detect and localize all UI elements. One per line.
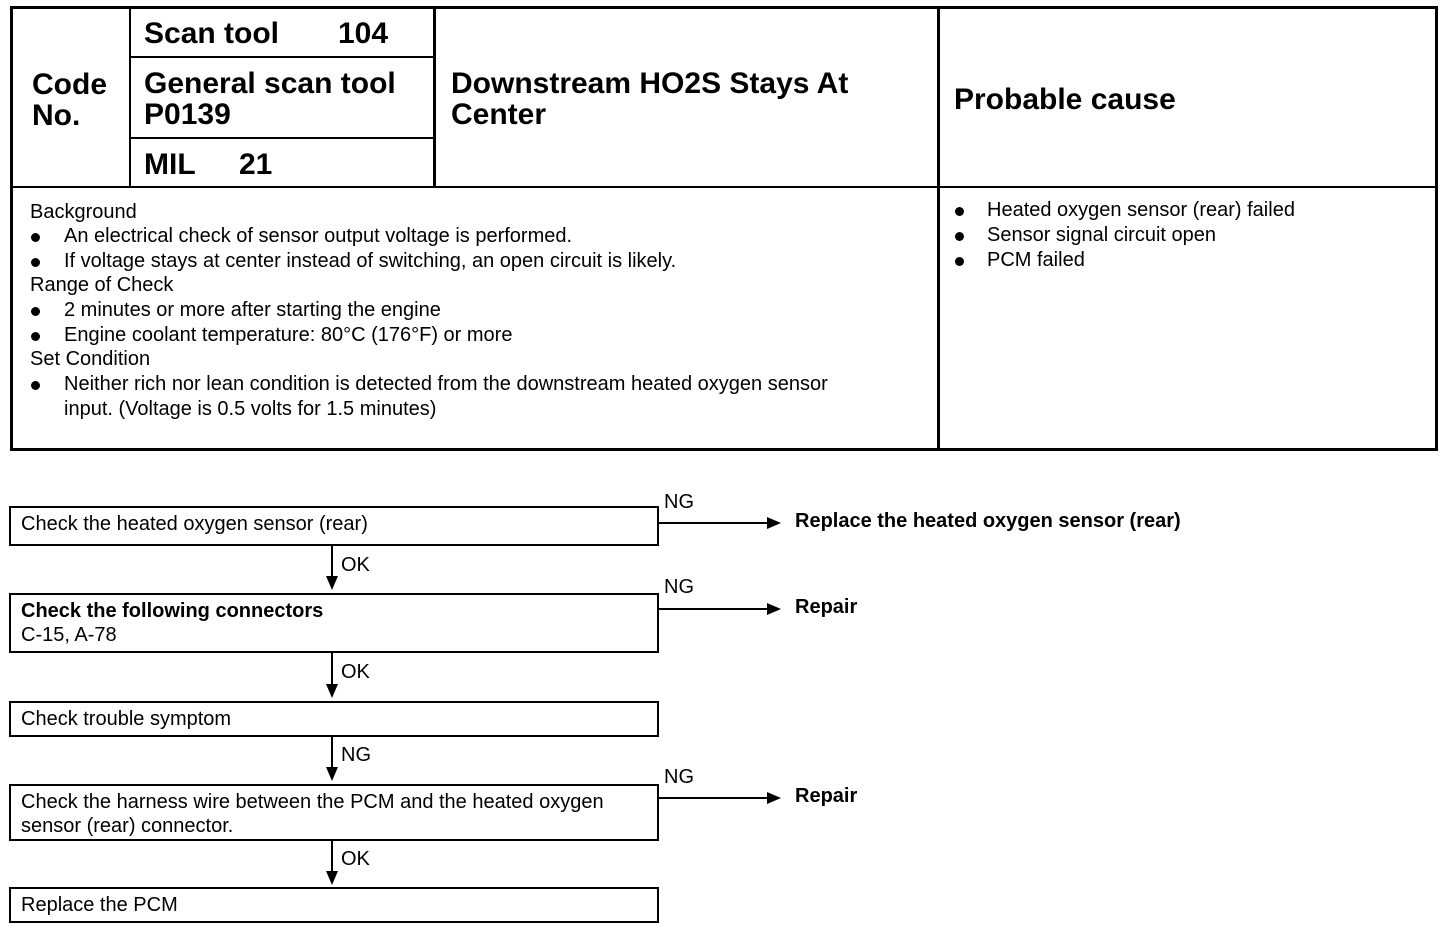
scan-tool-label: Scan tool	[144, 17, 280, 50]
divider	[129, 137, 435, 139]
flow-step-label: sensor (rear) connector.	[21, 815, 234, 837]
divider	[937, 9, 940, 448]
scan-tool-code: 104	[338, 17, 389, 50]
background-item: An electrical check of sensor output voltage is performed.	[64, 225, 573, 247]
ok-arrow	[331, 546, 333, 586]
flow-step-check-sensor	[9, 506, 659, 546]
ok-arrow	[331, 841, 333, 881]
ok-arrow	[331, 653, 333, 694]
mil-code: 21	[239, 148, 273, 181]
dtc-header-table	[10, 6, 1438, 451]
bullet-icon	[955, 207, 964, 216]
range-item: Engine coolant temperature: 80°C (176°F) or more	[64, 324, 513, 346]
ok-label: OK	[341, 848, 370, 870]
flow-step-check-harness	[9, 784, 659, 841]
code-label-line1: Code	[32, 68, 107, 101]
range-heading: Range of Check	[30, 274, 174, 296]
ng-arrow	[659, 797, 777, 799]
set-heading: Set Condition	[30, 348, 151, 370]
ng-arrow	[659, 608, 777, 610]
bullet-icon	[31, 332, 40, 341]
background-heading: Background	[30, 201, 137, 223]
flow-step-label: Check trouble symptom	[21, 708, 232, 730]
flow-result-repair: Repair	[795, 785, 858, 807]
bullet-icon	[31, 307, 40, 316]
general-scan-tool-code: P0139	[144, 98, 231, 131]
flow-step-check-symptom	[9, 701, 659, 737]
code-label-line2: No.	[32, 99, 81, 132]
ok-label: OK	[341, 554, 370, 576]
bullet-icon	[955, 232, 964, 241]
bullet-icon	[31, 233, 40, 242]
code-no-label	[32, 69, 107, 131]
flow-step-sublabel: C-15, A-78	[21, 624, 117, 646]
flow-step-label: Replace the PCM	[21, 894, 178, 916]
set-item-line1: Neither rich nor lean condition is detected from the downstream heated oxygen sensor	[64, 373, 828, 395]
general-scan-tool-label: General scan tool	[144, 67, 396, 100]
flow-step-label: Check the harness wire between the PCM and the heated oxygen	[21, 791, 604, 813]
probable-cause-heading: Probable cause	[954, 83, 1176, 116]
flow-result-replace-sensor: Replace the heated oxygen sensor (rear)	[795, 510, 1181, 532]
ng-label: NG	[664, 766, 694, 788]
flow-step-check-connectors	[9, 593, 659, 653]
divider	[129, 56, 435, 58]
probable-cause-item: Heated oxygen sensor (rear) failed	[987, 199, 1295, 221]
bullet-icon	[31, 381, 40, 390]
ng-arrow	[331, 737, 333, 777]
mil-label: MIL	[144, 148, 196, 181]
bullet-icon	[955, 257, 964, 266]
ng-label: NG	[664, 576, 694, 598]
ng-label: NG	[341, 744, 371, 766]
flow-step-replace-pcm	[9, 887, 659, 923]
dtc-title-line2: Center	[451, 98, 547, 131]
divider	[129, 9, 131, 187]
set-item-line2: input. (Voltage is 0.5 volts for 1.5 minutes)	[64, 398, 437, 420]
ng-label: NG	[664, 491, 694, 513]
ok-label: OK	[341, 661, 370, 683]
divider	[13, 186, 1435, 188]
background-item: If voltage stays at center instead of switching, an open circuit is likely.	[64, 250, 677, 272]
range-item: 2 minutes or more after starting the engine	[64, 299, 441, 321]
flow-result-repair: Repair	[795, 596, 858, 618]
dtc-title-line1: Downstream HO2S Stays At	[451, 67, 849, 100]
flow-step-label: Check the heated oxygen sensor (rear)	[21, 513, 368, 535]
dtc-title	[451, 68, 848, 130]
ng-arrow	[659, 522, 777, 524]
probable-cause-item: PCM failed	[987, 249, 1085, 271]
divider	[433, 9, 436, 187]
bullet-icon	[31, 258, 40, 267]
probable-cause-item: Sensor signal circuit open	[987, 224, 1217, 246]
flow-step-label: Check the following connectors	[21, 600, 324, 622]
